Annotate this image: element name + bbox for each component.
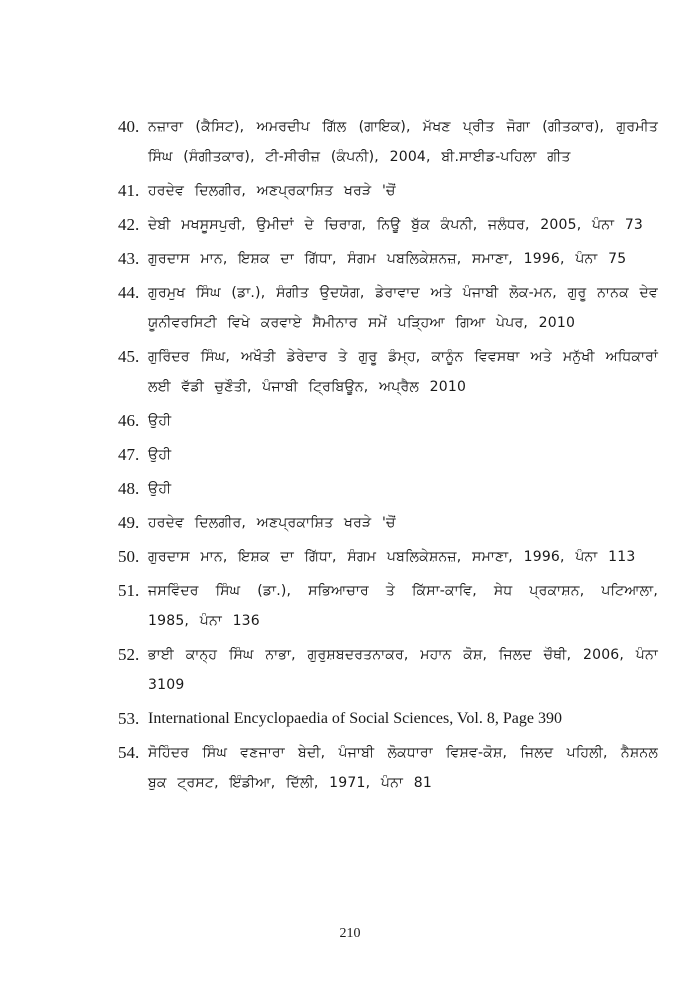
reference-number: 43. — [118, 249, 140, 268]
page-number: 210 — [339, 926, 361, 941]
reference-number: 53. — [118, 709, 140, 728]
reference-item — [118, 440, 658, 470]
reference-item — [118, 576, 658, 636]
reference-number: 49. — [118, 513, 140, 532]
reference-item — [118, 278, 658, 338]
reference-text: ਸੋਹਿੰਦਰ ਸਿੰਘ ਵਣਜਾਰਾ ਬੇਦੀ, ਪੰਜਾਬੀ ਲੋਕਧਾਰਾ ਵਿਸ਼ਵ-ਕੋਸ਼, ਜਿਲਦ ਪਹਿਲੀ, ਨੈਸ਼ਨਲ ਬੁਕ ਟ੍ਰਸਟ, ਇੰਡੀਆ, ਦਿੱਲੀ, 1971, ਪੰਨਾ 81 — [148, 745, 658, 791]
reference-number: 47. — [118, 445, 140, 464]
reference-text: ਗੁਰਿੰਦਰ ਸਿੰਘ, ਅਖੌਤੀ ਡੇਰੇਦਾਰ ਤੇ ਗੁਰੂ ਡੰਮ੍ਹ, ਕਾਨੂੰਨ ਵਿਵਸਥਾ ਅਤੇ ਮਨੁੱਖੀ ਅਧਿਕਾਰਾਂ ਲਈ ਵੱਡੀ ਚੁਣੌਤੀ, ਪੰਜਾਬੀ ਟ੍ਰਿਬਿਊਨ, ਅਪ੍ਰੈਲ 2010 — [148, 349, 658, 395]
reference-text: ਉਹੀ — [148, 481, 172, 497]
reference-number: 52. — [118, 645, 140, 664]
reference-text: ਗੁਰਮੁਖ ਸਿੰਘ (ਡਾ.), ਸੰਗੀਤ ਉਦਯੋਗ, ਡੇਰਾਵਾਦ ਅਤੇ ਪੰਜਾਬੀ ਲੋਕ-ਮਨ, ਗੁਰੂ ਨਾਨਕ ਦੇਵ ਯੂਨੀਵਰਸਿਟੀ ਵਿਖੇ ਕਰਵਾਏ ਸੈਮੀਨਾਰ ਸਮੇਂ ਪੜ੍ਹਿਆ ਗਿਆ ਪੇਪਰ, 2010 — [148, 285, 658, 331]
reference-item — [118, 704, 658, 734]
reference-item — [118, 210, 658, 240]
reference-number: 42. — [118, 215, 140, 234]
reference-text: ਉਹੀ — [148, 447, 172, 463]
reference-text: ਨਜ਼ਾਰਾ (ਕੈਸਿਟ), ਅਮਰਦੀਪ ਗਿੱਲ (ਗਾਇਕ), ਮੱਖਣ ਪ੍ਰੀਤ ਜੋਗਾ (ਗੀਤਕਾਰ), ਗੁਰਮੀਤ ਸਿੰਘ (ਸੰਗੀਤਕਾਰ), ਟੀ-ਸੀਰੀਜ਼ (ਕੰਪਨੀ), 2004, ਬੀ.ਸਾਈਡ-ਪਹਿਲਾ ਗੀਤ — [148, 119, 658, 165]
reference-text: ਜਸਵਿੰਦਰ ਸਿੰਘ (ਡਾ.), ਸਭਿਆਚਾਰ ਤੇ ਕਿੱਸਾ-ਕਾਵਿ, ਸੇਧ ਪ੍ਰਕਾਸ਼ਨ, ਪਟਿਆਲਾ, 1985, ਪੰਨਾ 136 — [148, 583, 658, 629]
reference-item — [118, 474, 658, 504]
reference-text: ਗੁਰਦਾਸ ਮਾਨ, ਇਸ਼ਕ ਦਾ ਗਿੱਧਾ, ਸੰਗਮ ਪਬਲਿਕੇਸ਼ਨਜ਼, ਸਮਾਣਾ, 1996, ਪੰਨਾ 75 — [148, 251, 627, 267]
reference-number: 45. — [118, 347, 140, 366]
reference-number: 48. — [118, 479, 140, 498]
reference-item — [118, 640, 658, 700]
reference-text: ਹਰਦੇਵ ਦਿਲਗੀਰ, ਅਣਪ੍ਰਕਾਸ਼ਿਤ ਖਰੜੇ 'ਚੋਂ — [148, 515, 396, 531]
reference-item — [118, 244, 658, 274]
reference-item — [118, 542, 658, 572]
reference-number: 44. — [118, 283, 140, 302]
reference-number: 46. — [118, 411, 140, 430]
reference-item — [118, 508, 658, 538]
reference-text: International Encyclopaedia of Social Sciences, Vol. 8, Page 390 — [148, 710, 562, 727]
reference-text: ਗੁਰਦਾਸ ਮਾਨ, ਇਸ਼ਕ ਦਾ ਗਿੱਧਾ, ਸੰਗਮ ਪਬਲਿਕੇਸ਼ਨਜ਼, ਸਮਾਣਾ, 1996, ਪੰਨਾ 113 — [148, 549, 636, 565]
reference-text: ਉਹੀ — [148, 413, 172, 429]
reference-number: 41. — [118, 181, 140, 200]
reference-number: 50. — [118, 547, 140, 566]
reference-text: ਦੇਬੀ ਮਖਸੂਸਪੁਰੀ, ਉਮੀਦਾਂ ਦੇ ਚਿਰਾਗ, ਨਿਊ ਬੁੱਕ ਕੰਪਨੀ, ਜਲੰਧਰ, 2005, ਪੰਨਾ 73 — [148, 217, 644, 233]
reference-item — [118, 342, 658, 402]
reference-text: ਭਾਈ ਕਾਨ੍ਹ ਸਿੰਘ ਨਾਭਾ, ਗੁਰੁਸ਼ਬਦਰਤਨਾਕਰ, ਮਹਾਨ ਕੋਸ਼, ਜਿਲਦ ਚੌਥੀ, 2006, ਪੰਨਾ 3109 — [148, 647, 658, 693]
reference-item — [118, 406, 658, 436]
reference-text: ਹਰਦੇਵ ਦਿਲਗੀਰ, ਅਣਪ੍ਰਕਾਸ਼ਿਤ ਖਰੜੇ 'ਚੋਂ — [148, 183, 396, 199]
reference-item — [118, 112, 658, 172]
reference-item — [118, 738, 658, 798]
reference-item — [118, 176, 658, 206]
reference-number: 40. — [118, 117, 140, 136]
reference-number: 54. — [118, 743, 140, 762]
reference-list — [118, 112, 658, 802]
reference-number: 51. — [118, 581, 140, 600]
